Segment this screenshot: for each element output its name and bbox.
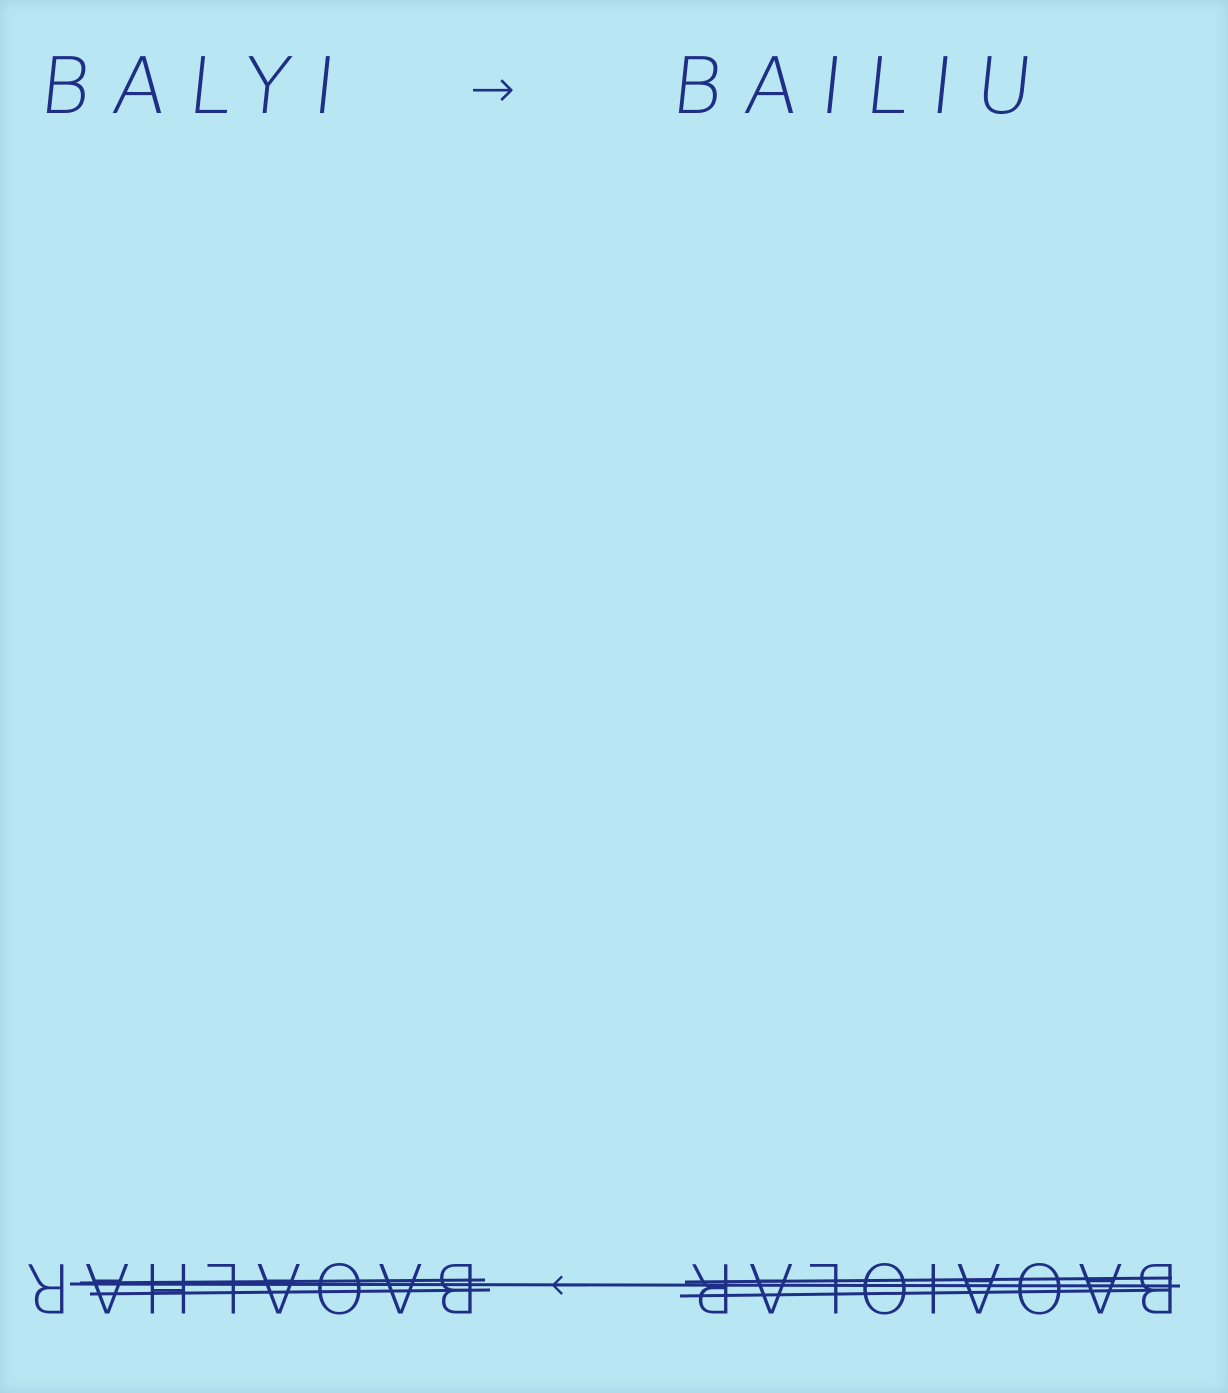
- handwritten-arrow-right: →: [470, 57, 516, 120]
- handwritten-word-bailiu: BAILIU: [667, 42, 1060, 132]
- crossed-out-arrow: →: [549, 1258, 590, 1314]
- handwritten-word-balyi: BALYI: [35, 42, 363, 132]
- crossed-out-word-left: BAOAIOLAR: [676, 1247, 1180, 1326]
- upside-down-crossed-out-line: [12, 1240, 1180, 1330]
- crossed-out-word-right: BAOALHAR: [12, 1247, 480, 1326]
